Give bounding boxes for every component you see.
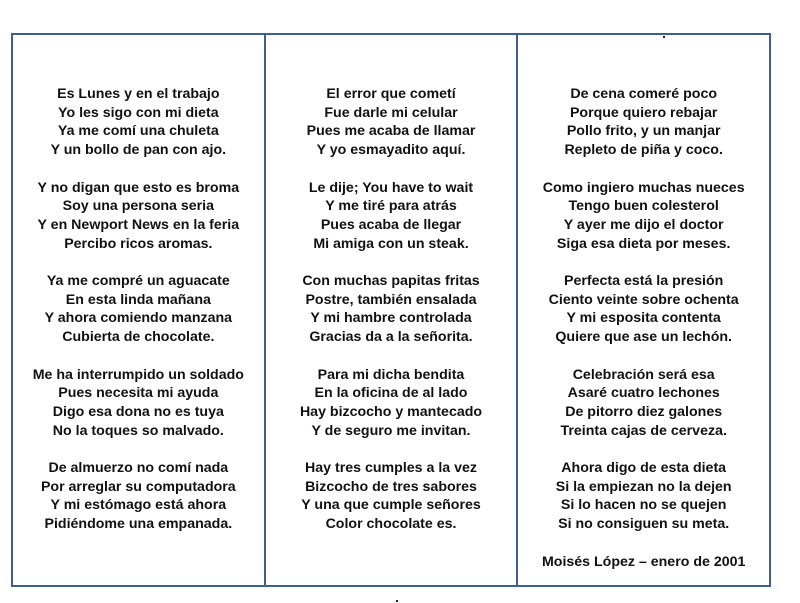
verse-line: Quiere que ase un lechón. xyxy=(555,329,732,346)
poem-column-3 xyxy=(516,35,769,585)
signature: Moisés López – enero de 2001 xyxy=(541,553,746,570)
verse-line: Color chocolate es. xyxy=(325,516,457,533)
stanza xyxy=(266,366,517,441)
verse-line: De pitorro diez galones xyxy=(565,403,723,420)
verse-line: Pues acaba de llegar xyxy=(320,216,462,233)
verse-line: Si la empiezan no la dejen xyxy=(555,478,732,495)
stanza xyxy=(13,85,264,160)
poem-table xyxy=(11,33,771,587)
verse-line: Soy una persona seria xyxy=(62,198,215,215)
verse-line: Y me tiré para atrás xyxy=(325,198,457,215)
stanza xyxy=(266,179,517,254)
verse-line: Y una que cumple señores xyxy=(301,497,481,514)
stanza xyxy=(518,366,769,441)
verse-line: El error que cometí xyxy=(326,86,456,102)
verse-line: Ciento veinte sobre ochenta xyxy=(548,291,739,308)
verse-line: Y mi esposita contenta xyxy=(566,310,721,327)
verse-line: No la toques so malvado. xyxy=(52,422,224,439)
verse-line: Y un bollo de pan con ajo. xyxy=(50,142,227,159)
verse-line: En la oficina de al lado xyxy=(314,385,468,402)
verse-line: Pues me acaba de llamar xyxy=(306,123,476,140)
verse-line: Si lo hacen no se quejen xyxy=(560,497,727,514)
stanza xyxy=(518,179,769,254)
verse-line: Es Lunes y en el trabajo xyxy=(57,86,220,102)
poem-column-2 xyxy=(264,35,517,585)
verse-line: Le dije; You have to wait xyxy=(308,179,474,196)
verse-line: Con muchas papitas fritas xyxy=(302,273,480,289)
verse-line: Y en Newport News en la feria xyxy=(37,216,240,233)
verse-line: Asaré cuatro lechones xyxy=(567,385,720,402)
verse-line: Siga esa dieta por meses. xyxy=(556,235,731,252)
verse-line: Perfecta está la presión xyxy=(564,273,724,289)
verse-line: Bizcocho de tres sabores xyxy=(305,478,477,495)
verse-line: Y mi estómago está ahora xyxy=(50,497,227,514)
verse-line: Digo esa dona no es tuya xyxy=(52,403,224,420)
verse-line: Hay bizcocho y mantecado xyxy=(299,403,483,420)
stanza xyxy=(266,272,517,347)
stanza xyxy=(13,179,264,254)
verse-line: Y yo esmayadito aquí. xyxy=(316,142,466,159)
verse-line: Pues necesita mi ayuda xyxy=(58,385,219,402)
verse-line: De cena comeré poco xyxy=(570,86,718,102)
verse-line: Porque quiero rebajar xyxy=(569,104,718,121)
verse-line: Postre, también ensalada xyxy=(305,291,477,308)
verse-line: Yo les sigo con mi dieta xyxy=(58,104,219,121)
verse-line: Pidiéndome una empanada. xyxy=(44,516,233,533)
verse-line: Como ingiero muchas nueces xyxy=(542,179,745,196)
stanza xyxy=(266,85,517,160)
stanza xyxy=(13,272,264,347)
poem-column-1 xyxy=(13,35,264,585)
verse-line: En esta linda mañana xyxy=(65,291,211,308)
stanza xyxy=(518,272,769,347)
verse-line: Celebración será esa xyxy=(572,366,715,383)
verse-line: Me ha interrumpido un soldado xyxy=(32,366,244,383)
verse-line: Mi amiga con un steak. xyxy=(313,235,469,252)
stanza xyxy=(518,459,769,534)
stanza xyxy=(266,459,517,534)
verse-line: Y no digan que esto es broma xyxy=(37,179,240,196)
verse-line: Treinta cajas de cerveza. xyxy=(560,422,727,439)
stanza xyxy=(13,459,264,534)
stanza xyxy=(13,366,264,441)
verse-line: Y ayer me dijo el doctor xyxy=(563,216,724,233)
verse-line: Ya me compré un aguacate xyxy=(46,273,230,289)
verse-line: Fue darle mi celular xyxy=(324,104,458,121)
stray-dot-bottom xyxy=(396,600,398,602)
verse-line: Repleto de piña y coco. xyxy=(564,142,723,159)
verse-line: Gracias da a la señorita. xyxy=(309,329,473,346)
verse-line: Por arreglar su computadora xyxy=(40,478,236,495)
verse-line: Y ahora comiendo manzana xyxy=(44,310,233,327)
verse-line: Percibo ricos aromas. xyxy=(64,235,213,252)
verse-line: Tengo buen colesterol xyxy=(568,198,719,215)
verse-line: Para mi dicha bendita xyxy=(317,366,465,383)
verse-line: Ya me comí una chuleta xyxy=(57,123,219,140)
verse-line: Pollo frito, y un manjar xyxy=(566,123,721,140)
verse-line: Si no consiguen su meta. xyxy=(558,516,730,533)
verse-line: Hay tres cumples a la vez xyxy=(305,460,477,476)
verse-line: De almuerzo no comí nada xyxy=(48,460,229,476)
verse-line: Cubierta de chocolate. xyxy=(62,329,215,346)
verse-line: Ahora digo de esta dieta xyxy=(561,460,727,476)
stanza xyxy=(518,85,769,160)
verse-line: Y de seguro me invitan. xyxy=(311,422,471,439)
verse-line: Y mi hambre controlada xyxy=(310,310,472,327)
